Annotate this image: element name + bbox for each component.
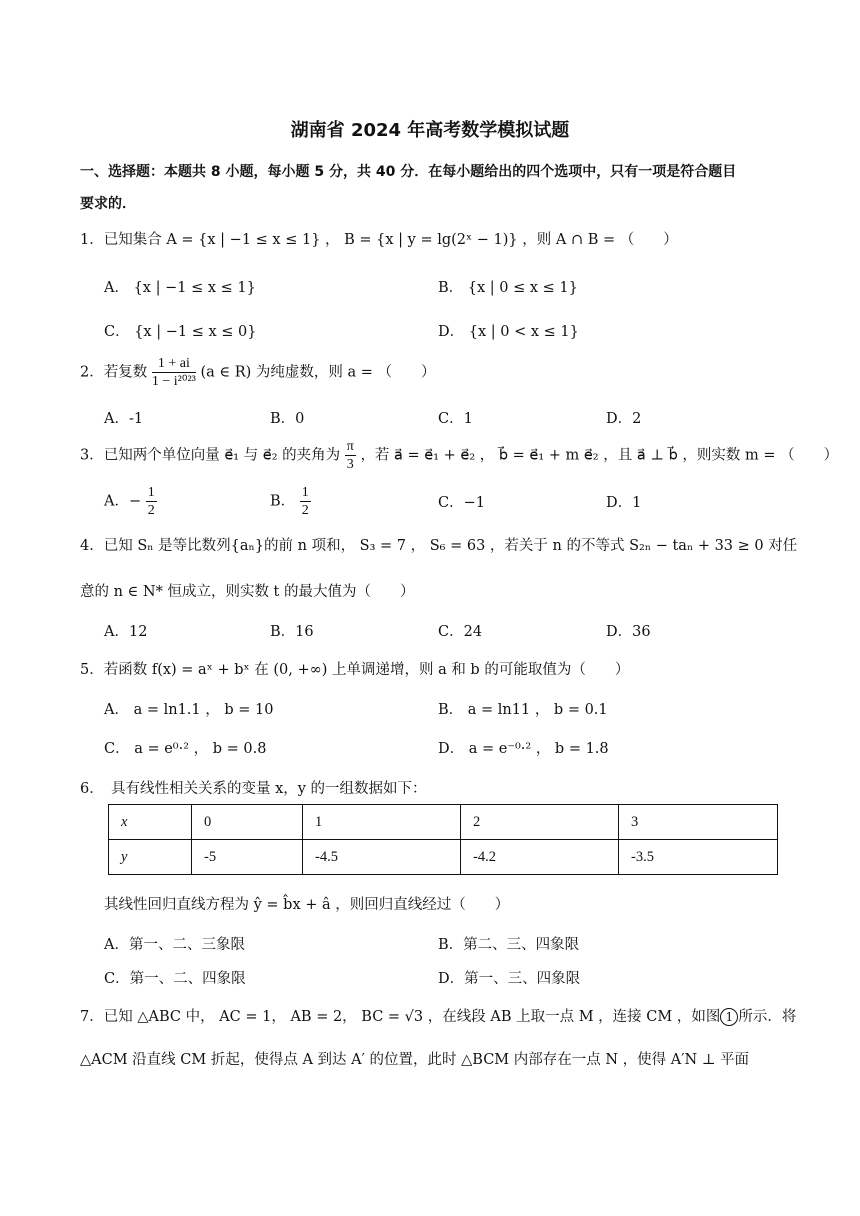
question-4-stem-line2: 意的 n ∈ N* 恒成立，则实数 t 的最大值为（ ）	[80, 584, 415, 600]
question-2-option-b: B．0	[270, 411, 305, 427]
question-7-stem-line2: △ACM 沿直线 CM 折起，使得点 A 到达 A′ 的位置，此时 △BCM 内部存在一点 N ，使得 A′N ⊥ 平面	[80, 1052, 750, 1068]
question-1-stem: 1．已知集合 A = {x | −1 ≤ x ≤ 1} ， B = {x | y = lg(2ˣ − 1)} ，则 A ∩ B = （ ）	[80, 232, 678, 248]
question-7-text-b: 所示．将	[738, 1009, 797, 1025]
table-cell: y	[109, 840, 192, 875]
question-3-option-b-fraction	[300, 484, 311, 519]
question-3-option-c: C．−1	[438, 495, 485, 511]
question-4-option-b: B．16	[270, 624, 314, 640]
table-cell: -4.2	[461, 840, 619, 875]
question-3-option-d: D．1	[606, 495, 642, 511]
question-3-fraction	[345, 438, 356, 473]
question-2-suffix: (a ∈ R) 为纯虚数，则 a = （ ）	[200, 364, 436, 381]
question-6-option-b: B．第二、三、四象限	[438, 937, 580, 953]
table-cell: 0	[192, 805, 303, 840]
question-3-option-a	[104, 484, 157, 519]
table-cell: x	[109, 805, 192, 840]
question-7-text-a: 7．已知 △ABC 中， AC = 1， AB = 2， BC = √3 ，在线段 AB 上取一点 M ，连接 CM ，如图	[80, 1009, 721, 1025]
question-3-option-b	[270, 484, 311, 519]
question-6-stem: 6． 具有线性相关关系的变量 x，y 的一组数据如下：	[80, 781, 427, 797]
question-3-option-b-denominator: 2	[301, 503, 309, 518]
question-4-option-a: A．12	[104, 624, 148, 640]
question-7-stem-line1	[80, 1005, 796, 1026]
question-3-option-a-numerator: 1	[147, 485, 155, 500]
question-3-option-a-label: A．	[104, 493, 129, 510]
question-3-option-b-label: B．	[270, 493, 296, 510]
question-2-option-d: D．2	[606, 411, 642, 427]
table-row	[109, 805, 778, 840]
question-5-option-b: B． a = ln11 ， b = 0.1	[438, 702, 608, 718]
table-cell: 2	[461, 805, 619, 840]
question-1-option-d: D． {x | 0 < x ≤ 1}	[438, 324, 579, 340]
page-title: 湖南省 2024 年高考数学模拟试题	[290, 120, 570, 141]
table-row	[109, 840, 778, 875]
question-6-data-table	[108, 804, 778, 875]
question-4-option-c: C．24	[438, 624, 483, 640]
question-6-option-c: C．第一、二、四象限	[104, 971, 246, 987]
question-6-option-a: A．第一、二、三象限	[104, 937, 245, 953]
question-2-prefix: 2．若复数	[80, 364, 148, 381]
question-2-fraction-denominator: 1 − i²⁰²³	[151, 374, 196, 389]
question-2-option-c: C．1	[438, 411, 473, 427]
table-cell: -5	[192, 840, 303, 875]
question-5-option-a: A． a = ln1.1 ， b = 10	[104, 702, 274, 718]
question-1-option-c: C． {x | −1 ≤ x ≤ 0}	[104, 324, 257, 340]
question-2-option-a: A．-1	[104, 411, 144, 427]
question-4-stem-line1: 4．已知 Sₙ 是等比数列{aₙ}的前 n 项和， S₃ = 7 ， S₆ = 63 ，若关于 n 的不等式 S₂ₙ − taₙ + 33 ≥ 0 对任	[80, 538, 798, 554]
table-cell: 1	[303, 805, 461, 840]
table-cell: -3.5	[619, 840, 778, 875]
question-3-suffix: ，若 a⃗ = e⃗₁ + e⃗₂ ， b⃗ = e⃗₁ + m e⃗₂ ，且 a⃗ ⊥ b⃗ ，则实数 m = （ ）	[360, 447, 839, 464]
minus-sign: −	[128, 493, 142, 510]
question-6-regression-text: 其线性回归直线方程为 ŷ = b̂x + â ，则回归直线经过（ ）	[104, 897, 510, 913]
question-5-option-d: D． a = e⁻⁰·² ， b = 1.8	[438, 741, 609, 757]
question-3-fraction-numerator: π	[346, 439, 354, 454]
question-5-option-c: C． a = e⁰·² ， b = 0.8	[104, 741, 267, 757]
section-heading-line1: 一、选择题：本题共 8 小题，每小题 5 分，共 40 分．在每小题给出的四个选项中，只有一项是符合题目	[80, 164, 737, 180]
question-3-stem	[80, 438, 838, 473]
question-3-option-a-denominator: 2	[147, 503, 155, 518]
section-heading-line2: 要求的．	[80, 196, 136, 212]
question-6-option-d: D．第一、三、四象限	[438, 971, 581, 987]
question-4-option-d: D．36	[606, 624, 651, 640]
question-1-option-a: A． {x | −1 ≤ x ≤ 1}	[104, 280, 256, 296]
question-2-fraction	[152, 355, 196, 390]
question-5-stem: 5．若函数 f(x) = aˣ + bˣ 在 (0, +∞) 上单调递增，则 a 和 b 的可能取值为（ ）	[80, 662, 630, 678]
question-3-option-b-numerator: 1	[301, 485, 309, 500]
question-3-fraction-denominator: 3	[346, 457, 354, 472]
question-2-fraction-numerator: 1 + ai	[152, 355, 196, 373]
table-cell: 3	[619, 805, 778, 840]
question-2-stem	[80, 355, 436, 390]
question-3-prefix: 3．已知两个单位向量 e⃗₁ 与 e⃗₂ 的夹角为	[80, 447, 341, 464]
figure-number-circle: 1	[720, 1008, 738, 1026]
question-1-option-b: B． {x | 0 ≤ x ≤ 1}	[438, 280, 578, 296]
question-3-option-a-fraction	[146, 484, 157, 519]
table-cell: -4.5	[303, 840, 461, 875]
